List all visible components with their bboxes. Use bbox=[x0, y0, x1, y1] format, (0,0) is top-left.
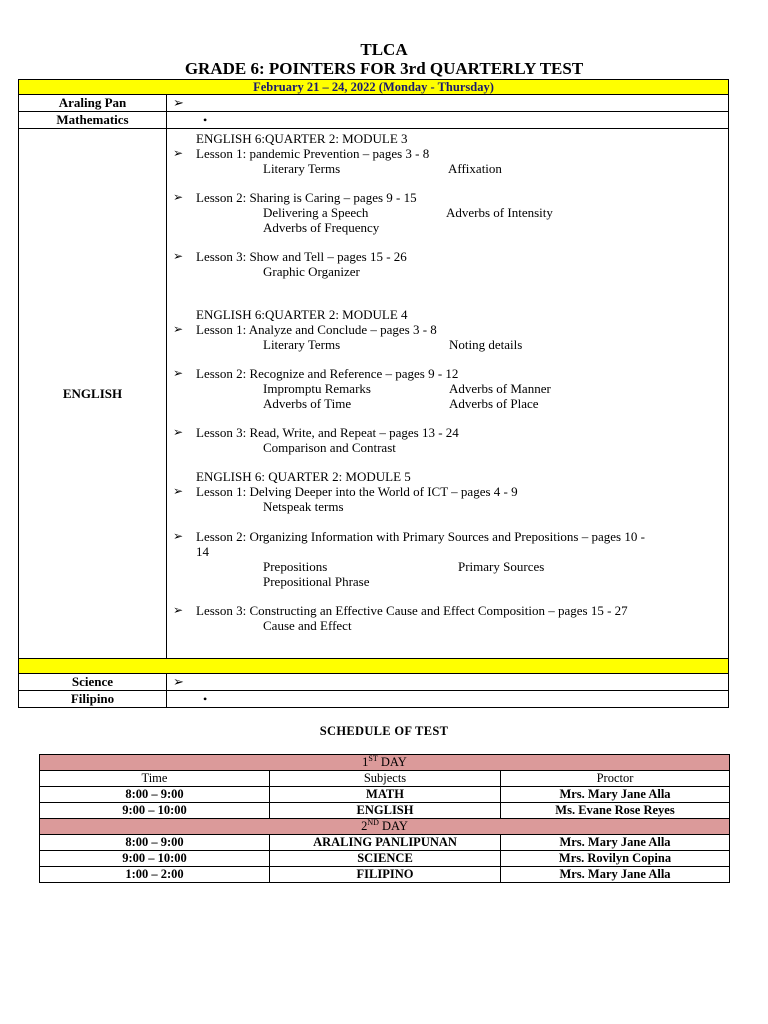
lesson-title: Lesson 3: Read, Write, and Repeat – pages 13 - 24 bbox=[196, 425, 459, 440]
topic: Cause and Effect bbox=[263, 618, 352, 633]
english-content bbox=[167, 129, 729, 659]
day-suffix: ND bbox=[367, 817, 379, 827]
topic: Primary Sources bbox=[458, 559, 545, 574]
arrow-bullet-icon: ➢ bbox=[173, 366, 184, 380]
time-cell: 9:00 – 10:00 bbox=[40, 803, 270, 819]
day-header-2 bbox=[40, 819, 730, 835]
day-word: DAY bbox=[378, 819, 408, 833]
subject-row-araling-pan bbox=[19, 95, 729, 112]
dot-bullet-icon: • bbox=[167, 691, 729, 708]
date-range: February 21 – 24, 2022 (Monday - Thursday) bbox=[19, 80, 729, 95]
column-header-subjects: Subjects bbox=[270, 771, 501, 787]
lesson-title: Lesson 3: Constructing an Effective Cause and Effect Composition – pages 15 - 27 bbox=[196, 603, 628, 618]
subject-label-english: ENGLISH bbox=[19, 129, 167, 659]
column-header-row bbox=[40, 771, 730, 787]
arrow-bullet-icon: ➢ bbox=[173, 322, 184, 336]
time-cell: 1:00 – 2:00 bbox=[40, 867, 270, 883]
topic: Literary Terms bbox=[263, 337, 341, 352]
separator-row bbox=[19, 659, 729, 674]
time-cell: 8:00 – 9:00 bbox=[40, 835, 270, 851]
subject-row-filipino bbox=[19, 691, 729, 708]
subject-row-english bbox=[19, 129, 729, 659]
document-title: GRADE 6: POINTERS FOR 3rd QUARTERLY TEST bbox=[184, 59, 584, 78]
module-heading: ENGLISH 6:QUARTER 2: MODULE 3 bbox=[196, 131, 408, 146]
subject-cell: FILIPINO bbox=[270, 867, 501, 883]
table-row bbox=[40, 851, 730, 867]
day-number: 1 bbox=[362, 755, 369, 769]
schedule-title: SCHEDULE OF TEST bbox=[319, 724, 449, 738]
arrow-bullet-icon: ➢ bbox=[173, 603, 184, 617]
topic: Impromptu Remarks bbox=[263, 381, 371, 396]
subject-row-mathematics bbox=[19, 112, 729, 129]
table-row bbox=[40, 803, 730, 819]
topic: Adverbs of Place bbox=[449, 396, 539, 411]
topic: Noting details bbox=[449, 337, 523, 352]
day-word: DAY bbox=[377, 755, 407, 769]
column-header-proctor: Proctor bbox=[501, 771, 730, 787]
module-heading: ENGLISH 6: QUARTER 2: MODULE 5 bbox=[196, 469, 411, 484]
lesson-title: Lesson 2: Organizing Information with Primary Sources and Prepositions – pages 10 - bbox=[196, 529, 645, 544]
day-suffix: ST bbox=[368, 753, 378, 763]
arrow-bullet-icon: ➢ bbox=[167, 674, 729, 691]
arrow-bullet-icon: ➢ bbox=[173, 484, 184, 498]
proctor-cell: Mrs. Mary Jane Alla bbox=[501, 787, 730, 803]
topic: Comparison and Contrast bbox=[263, 440, 396, 455]
subject-label-filipino: Filipino bbox=[19, 691, 167, 708]
module-heading: ENGLISH 6:QUARTER 2: MODULE 4 bbox=[196, 307, 408, 322]
topic: Prepositional Phrase bbox=[263, 574, 370, 589]
column-header-time: Time bbox=[40, 771, 270, 787]
lesson-title: Lesson 1: Analyze and Conclude – pages 3 - 8 bbox=[196, 322, 437, 337]
lesson-title: Lesson 2: Sharing is Caring – pages 9 - 15 bbox=[196, 190, 417, 205]
time-cell: 9:00 – 10:00 bbox=[40, 851, 270, 867]
school-name: TLCA bbox=[360, 40, 408, 59]
proctor-cell: Mrs. Mary Jane Alla bbox=[501, 867, 730, 883]
subject-label-mathematics: Mathematics bbox=[19, 112, 167, 129]
proctor-cell: Mrs. Mary Jane Alla bbox=[501, 835, 730, 851]
subject-cell: ENGLISH bbox=[270, 803, 501, 819]
proctor-cell: Mrs. Rovilyn Copina bbox=[501, 851, 730, 867]
table-row bbox=[40, 787, 730, 803]
topic: Adverbs of Intensity bbox=[446, 205, 553, 220]
subject-row-science bbox=[19, 674, 729, 691]
subject-cell: SCIENCE bbox=[270, 851, 501, 867]
topic: Adverbs of Time bbox=[263, 396, 352, 411]
topic: Graphic Organizer bbox=[263, 264, 360, 279]
arrow-bullet-icon: ➢ bbox=[173, 146, 184, 160]
topic: Adverbs of Manner bbox=[449, 381, 551, 396]
lesson-title: Lesson 1: Delving Deeper into the World of ICT – pages 4 - 9 bbox=[196, 484, 518, 499]
topic: Literary Terms bbox=[263, 161, 341, 176]
arrow-bullet-icon: ➢ bbox=[173, 529, 184, 543]
arrow-bullet-icon: ➢ bbox=[173, 190, 184, 204]
subject-label-araling-pan: Araling Pan bbox=[19, 95, 167, 112]
subject-cell: MATH bbox=[270, 787, 501, 803]
arrow-bullet-icon: ➢ bbox=[173, 425, 184, 439]
topic: Adverbs of Frequency bbox=[263, 220, 380, 235]
schedule-table bbox=[39, 754, 730, 883]
lesson-title-continued: 14 bbox=[196, 544, 209, 559]
time-cell: 8:00 – 9:00 bbox=[40, 787, 270, 803]
proctor-cell: Ms. Evane Rose Reyes bbox=[501, 803, 730, 819]
lesson-title: Lesson 3: Show and Tell – pages 15 - 26 bbox=[196, 249, 407, 264]
topic: Affixation bbox=[448, 161, 502, 176]
table-row bbox=[40, 835, 730, 851]
subject-cell: ARALING PANLIPUNAN bbox=[270, 835, 501, 851]
lesson-title: Lesson 1: pandemic Prevention – pages 3 - 8 bbox=[196, 146, 430, 161]
table-row bbox=[40, 867, 730, 883]
pointers-table bbox=[18, 79, 729, 708]
arrow-bullet-icon: ➢ bbox=[167, 95, 729, 112]
topic: Delivering a Speech bbox=[263, 205, 369, 220]
topic: Prepositions bbox=[263, 559, 328, 574]
day-header-1 bbox=[40, 755, 730, 771]
topic: Netspeak terms bbox=[263, 499, 344, 514]
day-number: 2 bbox=[361, 819, 368, 833]
lesson-title: Lesson 2: Recognize and Reference – pages 9 - 12 bbox=[196, 366, 459, 381]
arrow-bullet-icon: ➢ bbox=[173, 249, 184, 263]
dot-bullet-icon: • bbox=[167, 112, 729, 129]
subject-label-science: Science bbox=[19, 674, 167, 691]
date-row bbox=[19, 80, 729, 95]
